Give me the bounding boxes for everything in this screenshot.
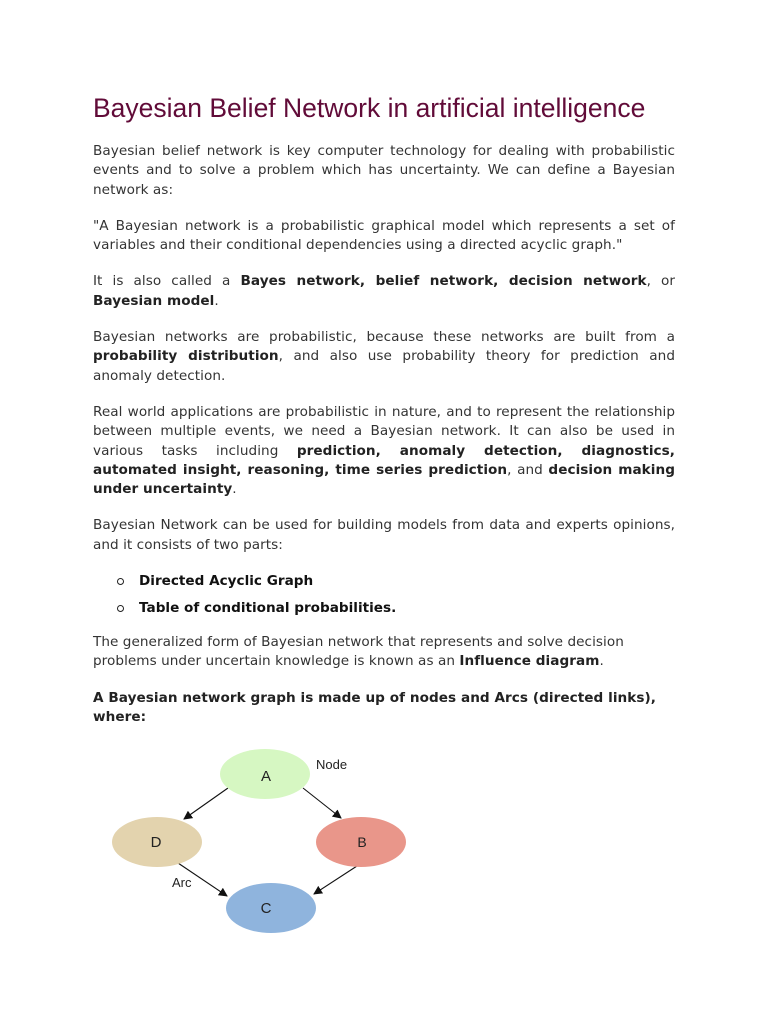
arc-a-to-d [184, 788, 228, 819]
list-item-text: Directed Acyclic Graph [139, 573, 314, 590]
arc-a-to-b [303, 788, 341, 818]
alias-text-1: It is also called a [93, 273, 241, 290]
app-bold-2: decision making under uncertainty [93, 461, 675, 498]
prob-bold-1: probability distribution [93, 348, 279, 365]
applications-paragraph [93, 403, 675, 499]
bayesian-network-diagram [100, 738, 420, 943]
node-a-label: A [260, 768, 272, 785]
node-c-label: C [260, 900, 272, 917]
node-d-label: D [150, 834, 162, 851]
node-annotation: Node [316, 757, 348, 772]
alias-paragraph [93, 272, 675, 311]
definition-paragraph: "A Bayesian network is a probabilistic graphical model which represents a set of variables and their conditional dependencies using a directed acyclic graph." [93, 217, 675, 254]
document-body [93, 90, 675, 727]
list-item-text: Table of conditional probabilities. [139, 600, 397, 617]
parts-list [93, 572, 675, 618]
infl-text-1: The generalized form of Bayesian network that represents and solve decision problems under uncertain knowledge is known as an [93, 634, 624, 670]
app-bold-1: prediction, anomaly detection, diagnostics, automated insight, reasoning, time series prediction [93, 442, 675, 478]
prob-text-2: , and also use probability theory for prediction and anomaly detection. [93, 348, 676, 384]
page-title: Bayesian Belief Network in artificial intelligence [93, 93, 646, 123]
graph-intro-heading: A Bayesian network graph is made up of nodes and Arcs (directed links), where: [93, 689, 656, 725]
app-text-2: , and [507, 461, 549, 478]
alias-text-3: . [214, 292, 219, 309]
infl-text-2: . [599, 653, 604, 670]
node-b-label: B [357, 834, 367, 850]
list-item [117, 599, 675, 618]
infl-bold-1: Influence diagram [459, 653, 600, 670]
alias-bold-1: Bayes network, belief network, decision network [240, 273, 647, 290]
arc-annotation: Arc [172, 875, 192, 890]
intro-paragraph: Bayesian belief network is key computer technology for dealing with probabilistic events and to solve a problem which has uncertainty. We can define a Bayesian network as: [93, 143, 675, 198]
circle-bullet-icon [117, 578, 124, 585]
arc-b-to-c [314, 866, 357, 894]
alias-bold-2: Bayesian model [93, 292, 215, 309]
circle-bullet-icon [117, 605, 124, 612]
app-text-1: Real world applications are probabilistic in nature, and to represent the relationship between multiple events, we need a Bayesian network. It can also be used in various tasks including [93, 403, 675, 459]
list-item [117, 572, 675, 591]
prob-text-1: Bayesian networks are probabilistic, because these networks are built from a [93, 329, 675, 346]
parts-paragraph: Bayesian Network can be used for building models from data and experts opinions, and it consists of two parts: [93, 517, 675, 553]
alias-text-2: , or [646, 273, 676, 290]
diagram-svg [100, 738, 420, 943]
influence-paragraph [93, 633, 675, 672]
app-text-3: . [232, 481, 237, 498]
probabilistic-paragraph [93, 328, 675, 386]
